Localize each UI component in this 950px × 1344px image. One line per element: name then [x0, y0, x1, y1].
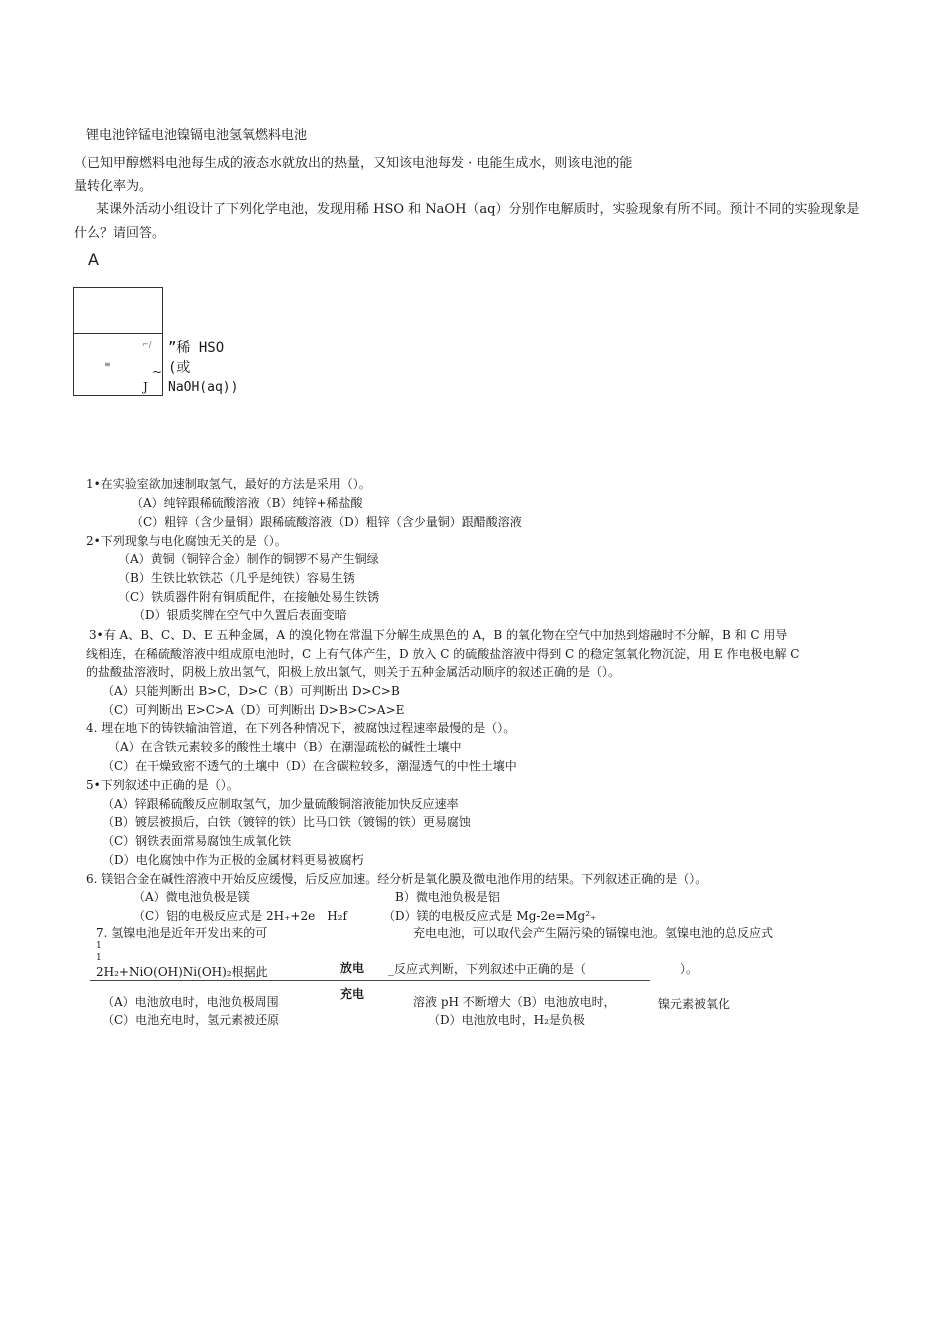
electrolyte-surface	[73, 333, 163, 334]
q2-option-d: （D）银质奖牌在空气中久置后表面变暗	[133, 608, 347, 622]
q7-reaction: 2H₂+NiO(OH)Ni(OH)₂根据此	[96, 965, 268, 979]
reaction-arrow-line	[90, 980, 650, 981]
q3-options-cd: （C）可判断出 E>C>A（D）可判断出 D>B>C>A>E	[102, 703, 405, 717]
q7-fraction-1a: 1	[96, 941, 102, 951]
j-mark: J	[143, 380, 148, 394]
q4-options-cd: （C）在干燥致密不透气的土壤中（D）在含碳粒较多，潮湿透气的中性土壤中	[102, 759, 517, 773]
q7-option-c: （C）电池充电时，氢元素被还原	[102, 1013, 280, 1027]
q2-option-c: （C）铁质器件附有铜质配件，在接触处易生铁锈	[118, 590, 380, 604]
q1-options-ab: （A）纯锌跟稀硫酸溶液（B）纯锌+稀盐酸	[131, 496, 363, 510]
q6-option-c: （C）铝的电极反应式是 2H₊+2e H₂f	[133, 909, 347, 923]
q3-stem-3: 的盐酸盐溶液时，阴极上放出氢气，阳极上放出氯气，则关于五种金属活动顺序的叙述正确的是（）。	[86, 665, 621, 679]
q6-stem: 6. 镁铝合金在碱性溶液中开始反应缓慢，后反应加速。经分析是氧化膜及微电池作用的结果。下列叙述正确的是（）。	[86, 872, 708, 886]
q5-option-b: （B）镀层被损后，白铁（镀锌的铁）比马口铁（镀锡的铁）更易腐蚀	[102, 815, 471, 829]
activity-line-2: 什么？请回答。	[74, 226, 166, 241]
q5-option-a: （A）锌跟稀硫酸反应制取氢气，加少量硫酸铜溶液能加快反应速率	[102, 797, 459, 811]
q3-stem-2: 线相连，在稀硫酸溶液中组成原电池时，C 上有气体产生，D 放入 C 的硫酸盐溶液中得到 C 的稳定氢氧化物沉淀，用 E 作电极电解 C	[86, 647, 800, 661]
figure-label-a: A	[88, 250, 99, 269]
q6-option-b: B）微电池负极是铝	[395, 890, 500, 904]
charge-label: 充电	[340, 987, 365, 1001]
q7-judge: _反应式判断，下列叙述中正确的是（	[388, 962, 587, 976]
methanol-line-1: （已知甲醇燃料电池每生成的液态水就放出的热量，又知该电池每发 · 电能生成水，则该电池的能	[74, 156, 633, 171]
q2-option-b: （B）生铁比软铁芯（几乎是纯铁）容易生锈	[118, 571, 355, 585]
solution-mark: ≡	[104, 360, 111, 369]
q7-option-a-left: （A）电池放电时，电池负极周围	[102, 995, 279, 1009]
q7-stem-right: 充电电池，可以取代会产生隔污染的镉镍电池。氢镍电池的总反应式	[413, 926, 774, 940]
battery-list: 锂电池锌锰电池镍镉电池氢氧燃料电池	[86, 128, 308, 143]
electrolyte-label-2: (或	[168, 360, 191, 376]
q3-options-ab: （A）只能判断出 B>C，D>C（B）可判断出 D>C>B	[102, 684, 400, 698]
q4-stem: 4. 埋在地下的铸铁输油管道，在下列各种情况下，被腐蚀过程速率最慢的是（）。	[86, 721, 516, 735]
q4-options-ab: （A）在含铁元素较多的酸性土壤中（B）在潮湿疏松的碱性土壤中	[108, 740, 462, 754]
electrolyte-label-3: NaOH(aq))	[168, 380, 239, 395]
q1-stem: 1•在实验室欲加速制取氢气，最好的方法是采用（）。	[86, 477, 371, 491]
q7-stem-left: 7. 氢镍电池是近年开发出来的可	[96, 926, 268, 940]
q1-options-cd: （C）粗锌（含少量铜）跟稀硫酸溶液（D）粗锌（含少量铜）跟醋酸溶液	[131, 515, 522, 529]
discharge-label: 放电	[340, 961, 365, 975]
q5-option-c: （C）钢铁表面常易腐蚀生成氧化铁	[102, 834, 292, 848]
q7-option-b-tail: 镍元素被氧化	[658, 997, 731, 1011]
q3-stem-1: 3•有 A、B、C、D、E 五种金属，A 的溴化物在常温下分解生成黑色的 A，B 的氧化物在空气中加热到熔融时不分解，B 和 C 用导	[89, 628, 788, 642]
q5-option-d: （D）电化腐蚀中作为正极的金属材料更易被腐朽	[102, 853, 364, 867]
q7-judge-end: ）。	[680, 962, 699, 976]
wave-mark: ~	[152, 365, 163, 379]
q7-fraction-1b: 1	[96, 953, 102, 963]
q2-stem: 2•下列现象与电化腐蚀无关的是（）。	[86, 534, 287, 548]
electrode-mark: ⌐/	[142, 340, 152, 349]
q6-option-a: （A）微电池负极是镁	[133, 890, 250, 904]
activity-line-1: 某课外活动小组设计了下列化学电池，发现用稀 HSO 和 NaOH（aq）分别作电解质时，实验现象有所不同。预计不同的实验现象是	[96, 202, 860, 217]
q7-option-d: （D）电池放电时，H₂是负极	[428, 1013, 585, 1027]
electrolyte-label-1: ”稀 HSO	[168, 340, 225, 356]
q2-option-a: （A）黄铜（铜锌合金）制作的铜锣不易产生铜绿	[118, 552, 379, 566]
methanol-line-2: 量转化率为。	[74, 179, 153, 194]
q7-option-a-right: 溶液 pH 不断增大（B）电池放电时，	[413, 995, 616, 1009]
q6-option-d: （D）镁的电极反应式是 Mg-2e=Mg²₊	[383, 909, 597, 923]
q5-stem: 5•下列叙述中正确的是（）。	[86, 778, 239, 792]
